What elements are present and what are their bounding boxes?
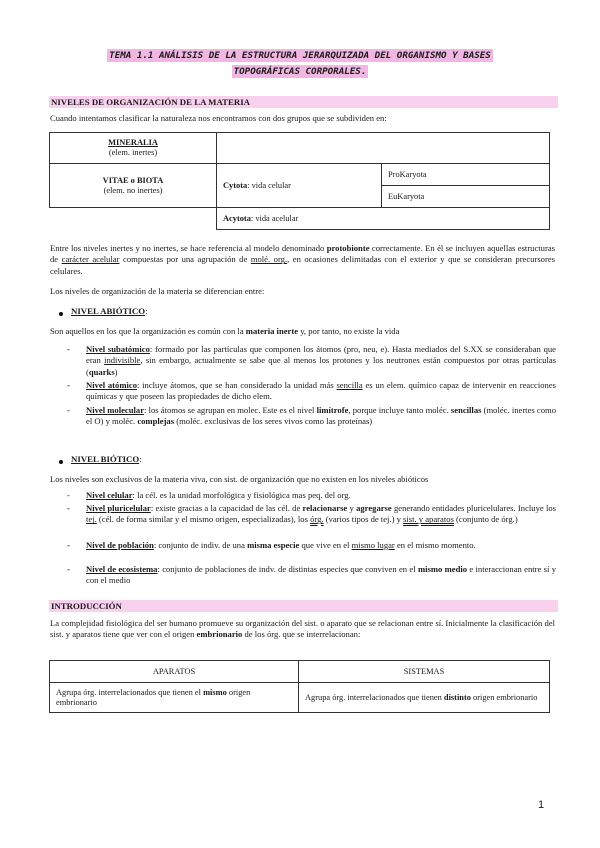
prokaryota-cell	[382, 164, 550, 186]
text-run: que vive en el	[299, 540, 352, 550]
eukaryota-cell	[382, 186, 550, 208]
text-run: generando entidades pluricelulares. Incluye los	[391, 503, 556, 513]
limitrofe-term: limítrofe	[316, 405, 349, 415]
text-run: : incluye átomos, que se han considerado la unidad más	[137, 380, 337, 390]
dash-bullet: -	[67, 344, 70, 354]
text-run: : la cél. es la unidad morfológica y fisiológica mas peq. del org.	[132, 490, 351, 500]
acytota-cell	[217, 208, 550, 230]
eukaryota-label: EuKaryota	[388, 191, 425, 201]
acytota-empty-cell	[50, 208, 217, 230]
text-run: origen embrionario	[470, 692, 538, 702]
text-run: e interaccionan entre sí y con el medio	[86, 564, 557, 586]
document-title	[80, 48, 520, 80]
text-run: (cél. de forma similar y el mismo origen, especializadas), los	[96, 514, 311, 525]
mineralia-label: MINERALIA	[108, 138, 158, 147]
biotico-colon: :	[139, 454, 142, 464]
page-number: 1	[538, 799, 545, 811]
aparatos-cell	[50, 683, 299, 713]
agregarse-term: agregarse	[356, 503, 392, 513]
mismo-medio-term: mismo medio	[417, 564, 468, 574]
aparatos-sistemas-table	[49, 660, 550, 713]
dash-bullet: -	[67, 540, 70, 550]
protobionte-term: protobionte	[326, 243, 370, 253]
abiotico-colon: :	[145, 306, 148, 316]
text-run: , porque incluye tanto moléc.	[348, 405, 451, 415]
relacionarse-term: relacionarse	[302, 503, 348, 513]
text-run: : conjunto de indiv. de una	[153, 540, 248, 550]
text-run: (conjunto de órg.)	[453, 514, 518, 525]
abiotico-heading-text: NIVEL ABIÓTICO	[71, 306, 146, 316]
dash-bullet: -	[67, 380, 70, 390]
dash-bullet: -	[67, 503, 70, 513]
list-item-pluricelular	[86, 503, 556, 526]
text-run: : los átomos se agrupan en molec. Este es el nivel	[144, 405, 317, 415]
list-item-celular	[86, 490, 556, 501]
embrionario-term: embrionario	[196, 629, 243, 640]
mismo-lugar-term: mismo lugar	[351, 540, 395, 550]
misma-especie-term: misma especie	[247, 540, 300, 550]
acytota-desc: : vida acelular	[250, 213, 299, 223]
quarks-term: quarks	[88, 366, 115, 377]
text-run: correctamente. En él se incluyen aquellas estructuras de	[50, 243, 555, 265]
caracter-acelular-term: carácter acelular	[61, 254, 120, 265]
sistemas-header: SISTEMAS	[299, 661, 550, 683]
prokaryota-label: ProKaryota	[388, 169, 427, 179]
mineralia-cell	[50, 133, 217, 164]
text-run: Entre los niveles inertes y no inertes, se hace referencia al modelo denominado	[50, 243, 327, 253]
indivisible-term: indivisible	[104, 355, 141, 366]
term: Nivel subatómico	[86, 344, 150, 354]
term: Nivel molecular	[86, 405, 145, 415]
text-run: (varios tipos de tej.) y	[323, 514, 404, 525]
section1-intro: Cuando intentamos clasificar la naturaleza nos encontramos con dos grupos que se subdividen en:	[50, 113, 387, 123]
cytota-label: Cytota	[223, 180, 248, 190]
dash-bullet: -	[67, 405, 70, 415]
mole-org-term: molé. org.	[250, 254, 288, 265]
list-item-subatomico	[86, 344, 556, 378]
tej-term: tej.	[86, 514, 97, 525]
sistemas-cell	[299, 683, 550, 713]
term: Nivel de población	[86, 540, 154, 550]
text-run: compuestas por una agrupación de	[119, 254, 251, 265]
sencillas-term: sencillas	[450, 405, 482, 415]
text-run: , sin embargo, actualmente se sabe que al menos los protones y los neutrones están compuestos por otras partículas (	[86, 355, 556, 377]
mismo-term: mismo	[203, 687, 227, 697]
list-item-ecosistema	[86, 564, 556, 587]
term: Nivel pluricelular	[86, 503, 151, 513]
bullet-icon	[59, 312, 63, 316]
text-run: y, por tanto, no existe la vida	[298, 326, 400, 336]
mineralia-sublabel: (elem. inertes)	[108, 148, 158, 157]
text-run: )	[114, 366, 118, 377]
text-run: : formado por las partículas que componen los átomos (pro, neu, e). Hasta mediados del S.XX se consideraban que eran	[86, 344, 556, 366]
classification-table	[49, 132, 550, 230]
section-heading-niveles: NIVELES DE ORGANIZACIÓN DE LA MATERIA	[49, 96, 558, 108]
term: Nivel celular	[86, 490, 133, 500]
vitae-label: VITAE o BIOTA	[102, 175, 164, 185]
aparatos-header: APARATOS	[50, 661, 299, 683]
abiotico-heading	[71, 306, 148, 318]
text-run: es un elem. químico capaz de intervenir en reacciones químicas y que poseen las propiedades de dicho elem.	[86, 380, 556, 402]
complejas-term: complejas	[137, 416, 175, 427]
text-run: Agrupa órg. interrelacionados que tienen el	[56, 687, 204, 697]
niveles-intro: Los niveles de organización de la materia se diferencian entre:	[50, 286, 265, 296]
distinto-term: distinto	[443, 692, 471, 702]
bullet-icon	[59, 460, 63, 464]
term: Nivel de ecosistema	[86, 564, 158, 574]
acytota-label: Acytota	[223, 213, 251, 223]
abiotico-desc	[50, 326, 555, 337]
introduccion-paragraph	[50, 618, 555, 641]
text-run: de los órg. que se interrelacionan:	[242, 629, 361, 640]
vitae-cell	[50, 164, 217, 208]
text-run: en el mismo momento.	[394, 540, 476, 550]
protobionte-paragraph	[50, 243, 555, 277]
vitae-sublabel: (elem. no inertes)	[103, 185, 163, 195]
org-term: órg.	[310, 514, 324, 525]
dash-bullet: -	[67, 490, 70, 500]
materia-inerte-term: materia inerte	[245, 326, 299, 336]
text-run: , en ocasiones delimitadas con el exterior y que se consideran precursores celulares.	[50, 254, 555, 276]
text-run: La complejidad fisiológica del ser humano promueve su organización del sist. o aparato que se relacionan entre sí. Inicialmente la clasificación del sist. y aparatos tiene que ver con el origen	[50, 618, 555, 640]
text-run: origen embrionario	[56, 687, 251, 707]
biotico-heading	[71, 454, 142, 466]
cytota-desc: : vida celular	[247, 180, 291, 190]
title-line-2: TOPOGRÁFICAS CORPORALES.	[233, 66, 367, 77]
list-item-molecular	[86, 405, 556, 428]
cytota-cell	[217, 164, 382, 208]
list-item-atomico	[86, 380, 556, 403]
biotico-desc: Los niveles son exclusivos de la materia viva, con sist. de organización que no existen en los niveles abióticos	[50, 474, 429, 484]
text-run: : existe gracias a la capacidad de las cél. de	[150, 503, 303, 513]
dash-bullet: -	[67, 564, 70, 574]
mineralia-empty-cell	[217, 133, 550, 164]
text-run: Son aquellos en los que la organización es común con la	[50, 326, 246, 336]
sist-aparatos-term: sist. y aparatos	[403, 514, 454, 525]
section-heading-introduccion: INTRODUCCIÓN	[49, 600, 558, 612]
text-run: : conjunto de poblaciones de indv. de distintas especies que conviven en el	[157, 564, 418, 574]
text-run: y	[347, 503, 357, 513]
term: Nivel atómico	[86, 380, 137, 390]
list-item-poblacion	[86, 540, 556, 551]
text-run: (moléc. exclusivas de los seres vivos como las proteínas)	[174, 416, 373, 427]
sencilla-term: sencilla	[336, 380, 363, 390]
text-run: (moléc. inertes como el O) y moléc.	[86, 405, 556, 427]
biotico-heading-text: NIVEL BIÓTICO	[71, 454, 140, 464]
title-line-1: TEMA 1.1 ANÁLISIS DE LA ESTRUCTURA JERARQUIZADA DEL ORGANISMO Y BASES	[109, 50, 491, 61]
text-run: Agrupa órg. interrelacionados que tienen	[305, 692, 444, 702]
